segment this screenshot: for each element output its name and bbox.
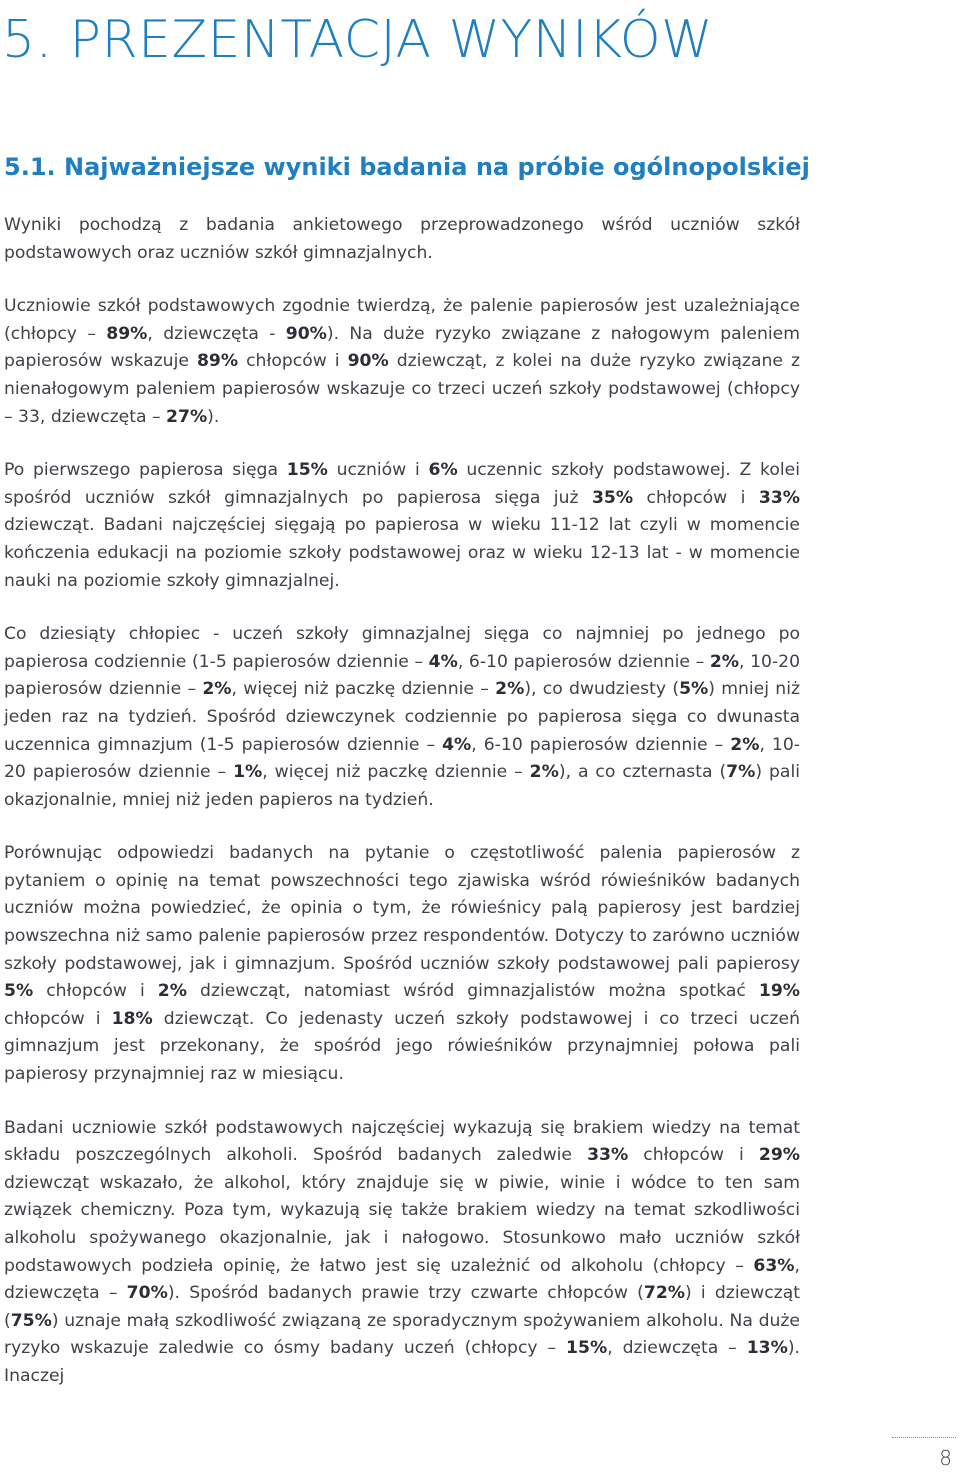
text-run: ) pali okazjonalnie, mniej niż jeden papieros na tydzień. <box>4 762 800 810</box>
highlighted-value: 2% <box>495 679 525 700</box>
highlighted-value: 35% <box>591 487 634 508</box>
paragraph-6 <box>4 1115 800 1391</box>
highlighted-value: 33% <box>587 1145 629 1166</box>
paragraph-4 <box>4 621 800 814</box>
highlighted-value: 90% <box>347 351 389 372</box>
highlighted-value: 75% <box>10 1310 52 1331</box>
text-run: , więcej niż paczkę dziennie – <box>262 762 530 783</box>
highlighted-value: 13% <box>746 1338 788 1359</box>
text-run: , 10-20 papierosów dziennie – <box>4 734 801 783</box>
text-run: , dziewczęta – <box>607 1338 747 1359</box>
highlighted-value: 70% <box>126 1283 168 1304</box>
page-number: 8 <box>939 1446 952 1470</box>
text-run: dziewcząt wskazało, że alkohol, który znajduje się w piwie, winie i wódce to ten sam związek chemiczny. Poza tym, wykazują się także brakiem wiedzy na temat szkodliwości alkoholu spożywanego okazjonalnie, jak i nałogowo. Stosunkowo mało uczniów szkół podstawowych podzieła opinię, że łatwo jest się uzależnić od alkoholu (chłopcy – <box>4 1172 800 1276</box>
highlighted-value: 2% <box>709 651 739 672</box>
text-run: chłopców i <box>238 351 348 372</box>
text-run: , dziewczęta - <box>147 323 286 344</box>
text-run: chłopców i <box>33 981 158 1002</box>
text-run: dziewcząt. Co jedenasty uczeń szkoły podstawowej i co trzeci uczeń gimnazjum jest przekonany, że spośród jego rówieśników przynajmniej połowa pali papierosy przynajmniej raz w miesiącu. <box>4 1008 800 1085</box>
text-run: chłopców i <box>633 487 759 508</box>
highlighted-value: 19% <box>758 981 801 1002</box>
text-run: chłopców i <box>628 1145 759 1166</box>
highlighted-value: 5% <box>679 679 709 700</box>
text-run: uczniów i <box>327 460 429 481</box>
text-run: Uczniowie szkół podstawowych zgodnie twierdzą, że palenie papierosów jest uzależniające (chłopcy – <box>4 296 800 344</box>
highlighted-value: 5% <box>4 981 34 1002</box>
highlighted-value: 72% <box>643 1283 685 1304</box>
highlighted-value: 7% <box>726 762 756 783</box>
highlighted-value: 2% <box>529 762 559 783</box>
highlighted-value: 2% <box>202 679 232 700</box>
text-run: , dziewczęta – <box>4 1255 800 1304</box>
highlighted-value: 4% <box>442 734 472 755</box>
text-run: , 6-10 papierosów dziennie – <box>457 651 710 672</box>
highlighted-value: 90% <box>285 323 327 344</box>
highlighted-value: 2% <box>157 981 187 1002</box>
paragraph-2 <box>4 293 800 431</box>
text-run: ), co dwudziesty ( <box>524 679 680 700</box>
text-run: dziewcząt. Badani najczęściej sięgają po papierosa w wieku 11-12 lat czyli w momencie kończenia edukacji na poziomie szkoły podstawowej oraz w wieku 12-13 lat - w momencie nauki na poziomie szkoły gimnazjalnej. <box>4 515 800 591</box>
text-run: dziewcząt, z kolei na duże ryzyko związane z nienałogowym paleniem papierosów wskazuje co trzeci uczeń szkoły podstawowej (chłopcy – 33, dziewczęta – <box>4 351 800 427</box>
text-run: ) mniej niż jeden raz na tydzień. Spośród dziewczynek codziennie po papierosa sięga co dwunasta uczennica gimnazjum (1-5 papierosów dziennie – <box>4 679 800 755</box>
highlighted-value: 33% <box>758 487 800 508</box>
text-run: ) uznaje małą szkodliwość związaną ze sporadycznym spożywaniem alkoholu. Na duże ryzyko wskazuje zaledwie co ósmy badany uczeń (chłopcy – <box>4 1310 800 1359</box>
highlighted-value: 27% <box>166 406 208 427</box>
text-run: dziewcząt, natomiast wśród gimnazjalistów można spotkać <box>186 981 759 1002</box>
paragraph-3 <box>4 457 800 595</box>
text-run: ). Spośród badanych prawie trzy czwarte chłopców ( <box>167 1283 644 1304</box>
page-title: 5. PREZENTACJA WYNIKÓW <box>2 10 714 70</box>
text-run: ), a co czternasta ( <box>558 762 727 783</box>
text-run: ) i dziewcząt ( <box>4 1283 800 1331</box>
highlighted-value: 63% <box>753 1255 795 1276</box>
text-run: , 6-10 papierosów dziennie – <box>471 734 731 755</box>
text-run: ). Na duże ryzyko związane z nałogowym paleniem papierosów wskazuje <box>4 323 800 372</box>
text-run: Co dziesiąty chłopiec - uczeń szkoły gimnazjalnej sięga co najmniej po jednego po papierosa codziennie (1-5 papierosów dziennie – <box>4 624 800 672</box>
paragraph-5 <box>4 840 800 1088</box>
highlighted-value: 89% <box>106 323 148 344</box>
highlighted-value: 2% <box>730 734 760 755</box>
highlighted-value: 4% <box>428 651 458 672</box>
highlighted-value: 15% <box>286 460 328 481</box>
text-run: Wyniki pochodzą z badania ankietowego przeprowadzonego wśród uczniów szkół podstawowych oraz uczniów szkół gimnazjalnych. <box>4 215 800 263</box>
highlighted-value: 29% <box>758 1145 801 1166</box>
paragraph-1 <box>4 212 800 267</box>
page-footer <box>892 1437 956 1470</box>
text-run: , więcej niż paczkę dziennie – <box>231 679 496 700</box>
text-run: chłopców i <box>4 1008 112 1029</box>
text-run: ). <box>207 406 220 427</box>
text-run: ). Inaczej <box>4 1338 801 1386</box>
body-text <box>4 212 800 1417</box>
text-run: , 10-20 papierosów dziennie – <box>4 651 801 700</box>
text-run: Badani uczniowie szkół podstawowych najczęściej wykazują się brakiem wiedzy na temat składu poszczególnych alkoholi. Spośród badanych zaledwie <box>4 1117 800 1166</box>
footer-divider <box>892 1437 956 1438</box>
text-run: uczennic szkoły podstawowej. Z kolei spośród uczniów szkół gimnazjalnych po papierosa sięga już <box>4 460 800 508</box>
highlighted-value: 89% <box>196 351 239 372</box>
section-subtitle: 5.1. Najważniejsze wyniki badania na próbie ogólnopolskiej <box>4 153 810 181</box>
text-run: Porównując odpowiedzi badanych na pytanie o częstotliwość palenia papierosów z pytaniem o opinię na temat powszechności tego zjawiska wśród rówieśników badanych uczniów można powiedzieć, że opinia o tym, że rówieśnicy palą papierosy jest bardziej powszechna niż samo palenie papierosów przez respondentów. Dotyczy to zarówno uczniów szkoły podstawowej, jak i gimnazjum. Spośród uczniów szkoły podstawowej pali papierosy <box>4 843 800 974</box>
highlighted-value: 1% <box>233 762 263 783</box>
highlighted-value: 18% <box>111 1008 153 1029</box>
text-run: Po pierwszego papierosa sięga <box>4 460 287 481</box>
highlighted-value: 15% <box>566 1338 608 1359</box>
highlighted-value: 6% <box>428 460 458 481</box>
